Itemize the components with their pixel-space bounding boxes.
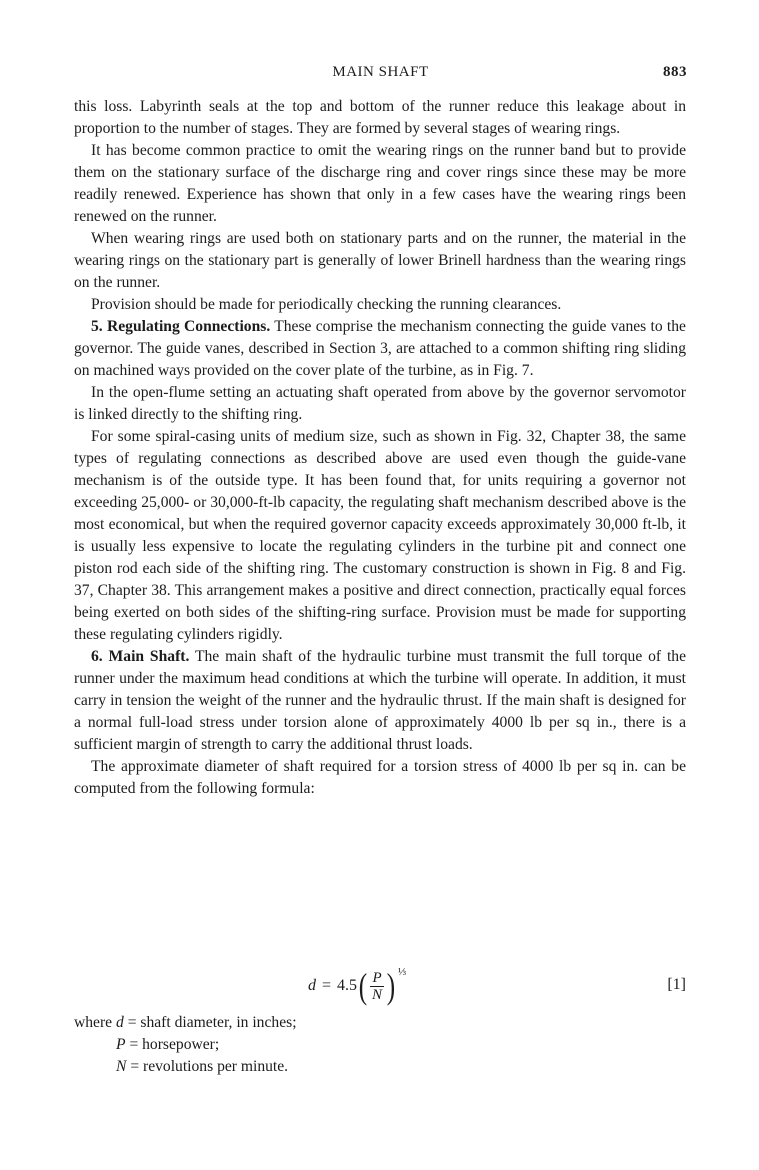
equation-1 — [74, 958, 686, 1006]
section-5-paragraph — [74, 316, 686, 382]
running-head-title: MAIN SHAFT — [332, 64, 429, 80]
equation-equals: = — [322, 977, 332, 994]
definition-text: = shaft diameter, in inches; — [127, 1014, 297, 1031]
fraction — [370, 970, 384, 1003]
section-6-heading: 6. Main Shaft. — [91, 648, 190, 665]
definition-row — [74, 1034, 686, 1056]
equation-body — [308, 968, 406, 1004]
equation-coefficient: 4.5 — [337, 977, 358, 994]
body-paragraph: It has become common practice to omit the wearing rings on the runner band but to provide them on the stationary surface of the discharge ring and cover rings since these may be more readily renewed. Experience has shown that only in a few cases have the wearing rings been renewed on the runner. — [74, 142, 686, 225]
equation-lhs: d — [308, 977, 316, 994]
fraction-denominator: N — [372, 986, 383, 1003]
definition-symbol: N — [116, 1058, 127, 1075]
variable-definitions — [74, 1012, 686, 1078]
fraction-numerator: P — [372, 969, 382, 986]
definition-symbol: d — [116, 1014, 124, 1031]
section-5-heading: 5. Regulating Connections. — [91, 318, 271, 335]
running-header — [74, 64, 687, 88]
body-paragraph: For some spiral-casing units of medium size, such as shown in Fig. 32, Chapter 38, the same types of regulating connections as described above are used even though the guide-vane mechanism is of the outside type. It has been found that, for units requiring a governor not exceeding 25,000- or 30,000-ft-lb capacity, the regulating shaft mechanism described above is the most economical, but when the required governor capacity exceeds approximately 30,000 ft-lb, it is usually less expensive to locate the regulating cylinders in the turbine pit and connect one piston rod each side of the shifting ring. The customary construction is shown in Fig. 8 and Fig. 37, Chapter 38. This arrangement makes a positive and direct connection, practically equal forces being exerted on both sides of the shifting-ring surface. Provision must be made for supporting these regulating cylinders rigidly. — [74, 428, 686, 643]
equation-number: [1] — [667, 976, 686, 993]
left-paren: ( — [358, 966, 368, 1006]
definition-text: = horsepower; — [129, 1036, 220, 1053]
definition-row — [74, 1012, 686, 1034]
body-paragraph: When wearing rings are used both on stationary parts and on the runner, the material in the wearing rings on the stationary part is generally of lower Brinell hardness than the wearing rings on the runner. — [74, 230, 686, 291]
page-body — [74, 96, 686, 800]
page-number: 883 — [663, 64, 687, 80]
where-label: where — [74, 1014, 113, 1031]
definition-text: = revolutions per minute. — [130, 1058, 289, 1075]
right-paren: ) — [386, 966, 396, 1006]
section-6-text: The main shaft of the hydraulic turbine must transmit the full torque of the runner under the maximum head conditions at which the turbine will operate. In addition, it must carry in tension the weight of the runner and the hydraulic thrust. If the main shaft is designed for a normal full-load stress under torsion alone of approximately 4000 lb per sq in., there is a sufficient margin of strength to carry the additional thrust loads. — [74, 648, 687, 753]
definition-symbol: P — [116, 1036, 126, 1053]
body-paragraph: In the open-flume setting an actuating shaft operated from above by the governor servomotor is linked directly to the shifting ring. — [74, 384, 686, 423]
body-paragraph: this loss. Labyrinth seals at the top and bottom of the runner reduce this leakage about in proportion to the number of stages. They are formed by several stages of wearing rings. — [74, 98, 686, 137]
section-5-text: These comprise the mechanism connecting the guide vanes to the governor. The guide vanes, described in Section 3, are attached to a common shifting ring sliding on machined ways provided on the cover plate of the turbine, as in Fig. 7. — [74, 318, 686, 379]
equation-exponent: ⅓ — [398, 966, 407, 978]
body-paragraph: The approximate diameter of shaft required for a torsion stress of 4000 lb per sq in. can be computed from the following formula: — [74, 758, 686, 797]
section-6-paragraph — [74, 646, 686, 756]
body-paragraph: Provision should be made for periodically checking the running clearances. — [91, 296, 562, 313]
definition-row — [74, 1056, 686, 1078]
